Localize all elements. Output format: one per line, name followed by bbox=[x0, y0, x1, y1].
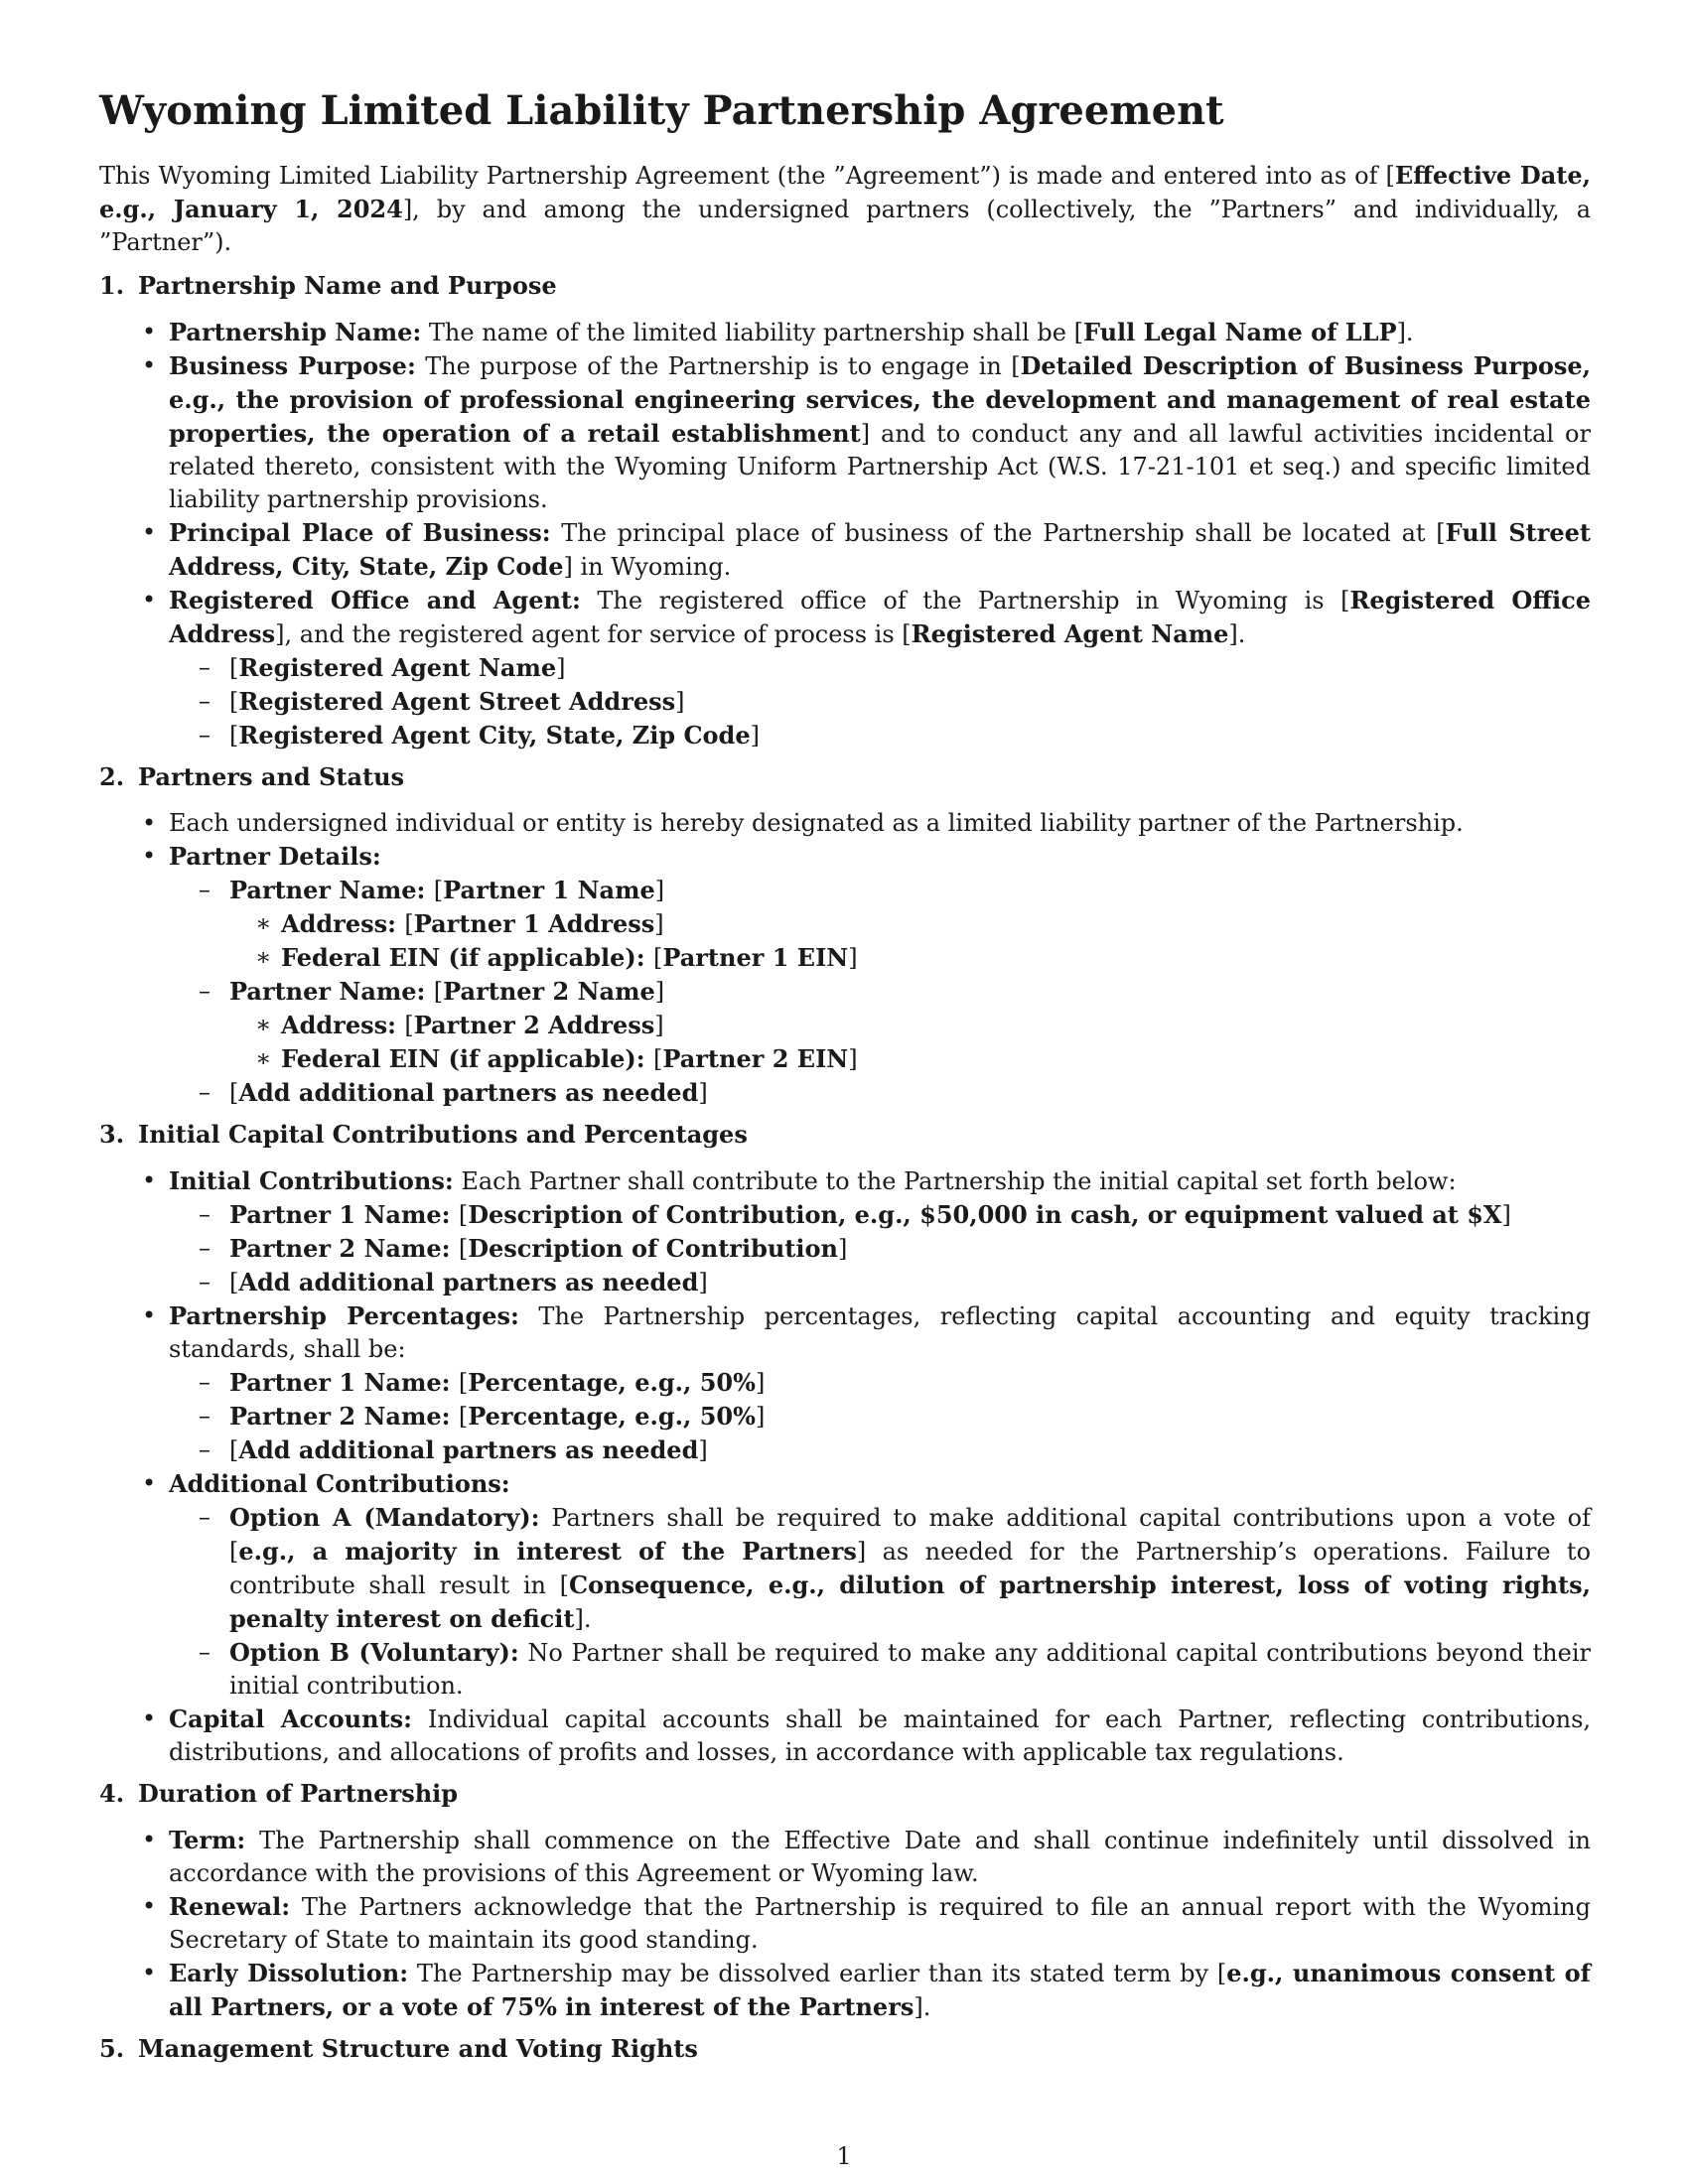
list-item-partner-details: • Partner Details: – Partner Name: [Partner 1 Name] ∗ Address: [Partner 1 Address] ∗ Federal EIN (if applicable): [Partner 1 EIN] – Partner Name: [Partner 2 Name] ∗ Address: [Partner 2 Address] ∗ Federal EIN (if applicable): [Partner 2 EIN] – [Add additional partners as needed] bbox=[99, 840, 1591, 1110]
agent-item: – [Registered Agent City, State, Zip Code] bbox=[169, 719, 1591, 752]
list-item-renewal: • Renewal: The Partners acknowledge that the Partnership is required to file an annual report with the Wyoming Secretary of State to maintain its good standing. bbox=[99, 1890, 1591, 1957]
add-partners-note: – [Add additional partners as needed] bbox=[169, 1266, 1591, 1299]
option-a: – Option A (Mandatory): Partners shall be required to make additional capital contributions upon a vote of [e.g., a majority in interest of the Partners] as needed for the Partnership’s operations. Failure to contribute shall result in [Consequence, e.g., dilution of partnership interest, loss of voting rights, penalty interest on deficit]. bbox=[169, 1501, 1591, 1636]
section-heading: 3. Initial Capital Contributions and Percentages bbox=[99, 1120, 748, 1149]
section-heading: 4. Duration of Partnership bbox=[99, 1779, 459, 1808]
section-3 bbox=[99, 1118, 1591, 1769]
add-partners-note: – [Add additional partners as needed] bbox=[169, 1076, 1591, 1110]
agent-item: – [Registered Agent Name] bbox=[169, 651, 1591, 685]
partner-ein: ∗ Federal EIN (if applicable): [Partner 1 EIN] bbox=[229, 941, 1591, 975]
list-item-partner-status: • Each undersigned individual or entity is hereby designated as a limited liability partner of the Partnership. bbox=[99, 807, 1591, 840]
section-heading: 5. Management Structure and Voting Rights bbox=[99, 2034, 698, 2063]
percentage-entry: – Partner 2 Name: [Percentage, e.g., 50%] bbox=[169, 1400, 1591, 1433]
section-2 bbox=[99, 760, 1591, 1110]
add-partners-note: – [Add additional partners as needed] bbox=[169, 1433, 1591, 1467]
percentage-entry: – Partner 1 Name: [Percentage, e.g., 50%] bbox=[169, 1366, 1591, 1400]
contribution-entry: – Partner 1 Name: [Description of Contribution, e.g., $50,000 in cash, or equipment valued at $X] bbox=[169, 1198, 1591, 1232]
agent-item: – [Registered Agent Street Address] bbox=[169, 685, 1591, 719]
section-heading: 1. Partnership Name and Purpose bbox=[99, 271, 557, 300]
section-4 bbox=[99, 1777, 1591, 2024]
option-b: – Option B (Voluntary): No Partner shall be required to make any additional capital contributions beyond their initial contribution. bbox=[169, 1636, 1591, 1703]
partner-address: ∗ Address: [Partner 1 Address] bbox=[229, 907, 1591, 941]
list-item-early-dissolution: • Early Dissolution: The Partnership may be dissolved earlier than its stated term by [e.g., unanimous consent of all Partners, or a vote of 75% in interest of the Partners]. bbox=[99, 1957, 1591, 2024]
list-item-registered-office: • Registered Office and Agent: The registered office of the Partnership in Wyoming is [Registered Office Address], and the registered agent for service of process is [Registered Agent Name]. – [Registered Agent Name] – [Registered Agent Street Address] – [Registered Agent City, State, Zip Code] bbox=[99, 584, 1591, 752]
list-item-term: • Term: The Partnership shall commence on the Effective Date and shall continue indefinitely until dissolved in accordance with the provisions of this Agreement or Wyoming law. bbox=[99, 1824, 1591, 1890]
list-item-initial-contributions: • Initial Contributions: Each Partner shall contribute to the Partnership the initial capital set forth below: – Partner 1 Name: [Description of Contribution, e.g., $50,000 in cash, or equipment valued at $X] – Partner 2 Name: [Description of Contribution] – [Add additional partners as needed] bbox=[99, 1164, 1591, 1299]
section-5 bbox=[99, 2032, 1591, 2065]
list-item-principal-place: • Principal Place of Business: The principal place of business of the Partnership shall be located at [Full Street Address, City, State, Zip Code] in Wyoming. bbox=[99, 516, 1591, 584]
partner-ein: ∗ Federal EIN (if applicable): [Partner 2 EIN] bbox=[229, 1042, 1591, 1076]
page-number: 1 bbox=[836, 2142, 852, 2170]
list-item-business-purpose: • Business Purpose: The purpose of the Partnership is to engage in [Detailed Description of Business Purpose, e.g., the provision of professional engineering services, the development and management of real estate properties, the operation of a retail establishment] and to conduct any and all lawful activities incidental or related thereto, consistent with the Wyoming Uniform Partnership Act (W.S. 17-21-101 et seq.) and specific limited liability partnership provisions. bbox=[99, 349, 1591, 516]
section-1 bbox=[99, 269, 1591, 752]
document-page bbox=[99, 87, 1591, 2079]
list-item-capital-accounts: • Capital Accounts: Individual capital accounts shall be maintained for each Partner, reflecting contributions, distributions, and allocations of profits and losses, in accordance with applicable tax regulations. bbox=[99, 1703, 1591, 1769]
intro-paragraph: This Wyoming Limited Liability Partnership Agreement (the ”Agreement”) is made and entered into as of [Effective Date, e.g., January 1, 2024], by and among the undersigned partners (collectively, the ”Partners” and individually, a ”Partner”). bbox=[99, 161, 1592, 256]
partner-entry: – Partner Name: [Partner 1 Name] ∗ Address: [Partner 1 Address] ∗ Federal EIN (if applicable): [Partner 1 EIN] bbox=[169, 874, 1591, 975]
effective-date-placeholder: Effective Date, e.g., January 1, 2024 bbox=[99, 161, 1591, 223]
list-item-partnership-name: • Partnership Name: The name of the limited liability partnership shall be [Full Legal Name of LLP]. bbox=[99, 316, 1591, 349]
list-item-additional-contributions: • Additional Contributions: – Option A (Mandatory): Partners shall be required to make additional capital contributions upon a vote of [e.g., a majority in interest of the Partners] as needed for the Partnership’s operations. Failure to contribute shall result in [Consequence, e.g., dilution of partnership interest, loss of voting rights, penalty interest on deficit]. – Option B (Voluntary): No Partner shall be required to make any additional capital contributions beyond their initial contribution. bbox=[99, 1467, 1591, 1703]
document-title: Wyoming Limited Liability Partnership Agreement bbox=[99, 87, 1224, 134]
section-heading: 2. Partners and Status bbox=[99, 762, 405, 791]
partner-entry: – Partner Name: [Partner 2 Name] ∗ Address: [Partner 2 Address] ∗ Federal EIN (if applicable): [Partner 2 EIN] bbox=[169, 975, 1591, 1076]
contribution-entry: – Partner 2 Name: [Description of Contribution] bbox=[169, 1232, 1591, 1266]
partner-address: ∗ Address: [Partner 2 Address] bbox=[229, 1009, 1591, 1042]
list-item-partnership-percentages: • Partnership Percentages: The Partnership percentages, reflecting capital accounting and equity tracking standards, shall be: – Partner 1 Name: [Percentage, e.g., 50%] – Partner 2 Name: [Percentage, e.g., 50%] – [Add additional partners as needed] bbox=[99, 1299, 1591, 1467]
